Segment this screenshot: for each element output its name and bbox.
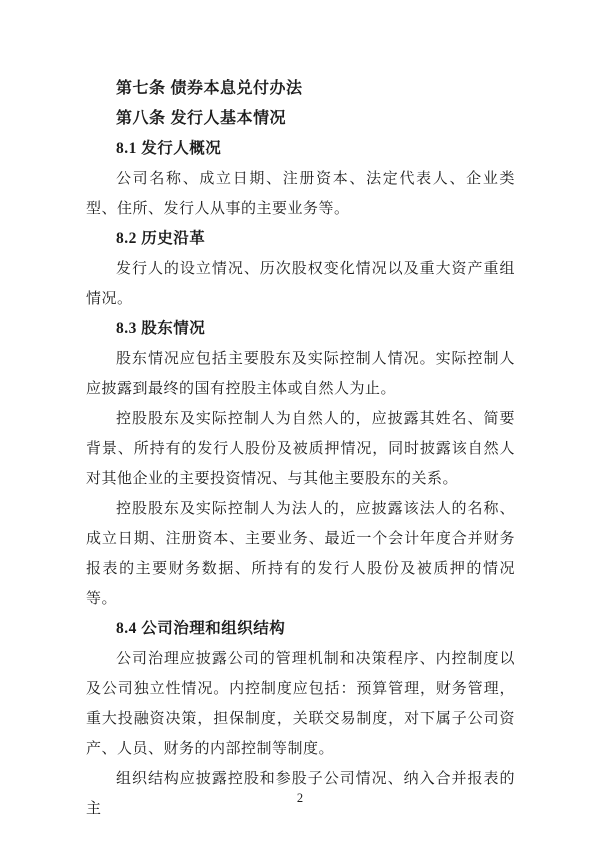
article-heading-8: 第八条 发行人基本情况 xyxy=(116,110,286,127)
article-heading-7: 第七条 债券本息兑付办法 xyxy=(116,80,303,97)
paragraph-shareholders-1: 股东情况应包括主要股东及实际控制人情况。实际控制人应披露到最终的国有控股主体或自然人为止。 xyxy=(86,351,515,397)
sub-heading-8-1: 8.1 发行人概况 xyxy=(116,140,222,157)
paragraph-history: 发行人的设立情况、历次股权变化情况以及重大资产重组情况。 xyxy=(86,261,515,307)
sub-heading-8-4: 8.4 公司治理和组织结构 xyxy=(116,620,286,637)
paragraph-governance: 公司治理应披露公司的管理机制和决策程序、内控制度以及公司独立性情况。内控制度应包括：预算管理，财务管理，重大投融资决策，担保制度，关联交易制度，对下属子公司资产、人员、财务的内部控制等制度。 xyxy=(86,651,515,757)
sub-heading-8-3: 8.3 股东情况 xyxy=(116,320,206,337)
page-number: 2 xyxy=(296,791,304,805)
paragraph-structure: 组织结构应披露控股和参股子公司情况、纳入合并报表的主 xyxy=(86,771,515,817)
paragraph-shareholders-3: 控股股东及实际控制人为法人的，应披露该法人的名称、成立日期、注册资本、主要业务、最近一个会计年度合并财务报表的主要财务数据、所持有的发行人股份及被质押的情况等。 xyxy=(86,501,515,607)
paragraph-issuer-profile: 公司名称、成立日期、注册资本、法定代表人、企业类型、住所、发行人从事的主要业务等。 xyxy=(86,171,515,217)
sub-heading-8-2: 8.2 历史沿革 xyxy=(116,230,206,247)
paragraph-shareholders-2: 控股股东及实际控制人为自然人的，应披露其姓名、简要背景、所持有的发行人股份及被质押情况，同时披露该自然人对其他企业的主要投资情况、与其他主要股东的关系。 xyxy=(86,411,515,487)
